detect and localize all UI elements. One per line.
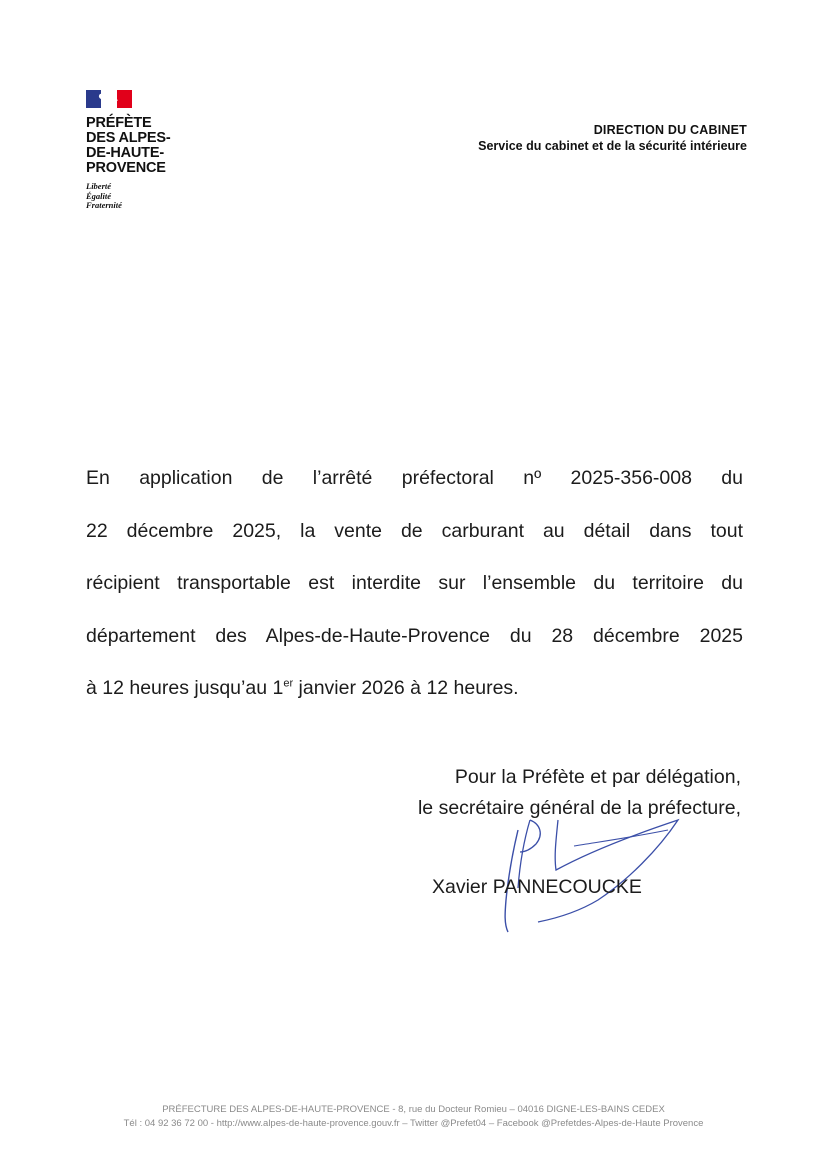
delegation-line: Pour la Préfète et par délégation, xyxy=(454,766,741,788)
issuing-department xyxy=(478,122,747,154)
prefecture-logo xyxy=(86,90,196,211)
republic-motto xyxy=(86,182,196,211)
logo-title-line: DE-HAUTE- xyxy=(86,145,164,161)
marianne-profile-icon xyxy=(92,92,122,106)
logo-title-line: PRÉFÈTE xyxy=(86,115,152,131)
motto-line: Égalité xyxy=(86,190,112,201)
paragraph-text: à 12 heures jusqu’au 1 xyxy=(86,677,284,699)
main-paragraph xyxy=(86,452,743,715)
logo-title xyxy=(86,116,196,176)
service-title: Service du cabinet et de la sécurité intérieure xyxy=(478,139,747,153)
paragraph-line xyxy=(86,662,743,715)
marianne-flag-icon xyxy=(86,90,132,108)
ordinal-superscript: er xyxy=(283,677,294,690)
paragraph-text: janvier 2026 à 12 heures. xyxy=(293,677,519,699)
direction-title: DIRECTION DU CABINET xyxy=(593,123,747,137)
page-footer xyxy=(0,1103,827,1131)
handwritten-signature-icon xyxy=(478,800,698,940)
footer-address: PRÉFECTURE DES ALPES-DE-HAUTE-PROVENCE - 8, rue du Docteur Romieu – 04016 DIGNE-LES-BAINS CEDEX xyxy=(162,1104,665,1115)
footer-contact: Tél : 04 92 36 72 00 - http://www.alpes-de-haute-provence.gouv.fr – Twitter @Prefet04 – Facebook @Prefetdes-Alpes-de-Haute Provence xyxy=(123,1118,704,1129)
paragraph-line: En application de l’arrêté préfectoral nº 2025-356-008 du xyxy=(86,467,743,489)
signer-name: Xavier PANNECOUCKE xyxy=(432,876,642,898)
paragraph-line: récipient transportable est interdite sur l’ensemble du territoire du xyxy=(86,572,743,594)
paragraph-line: 22 décembre 2025, la vente de carburant au détail dans tout xyxy=(86,519,743,542)
motto-line: Liberté xyxy=(86,181,112,191)
logo-title-line: PROVENCE xyxy=(86,160,166,176)
paragraph-line: département des Alpes-de-Haute-Provence du 28 décembre 2025 xyxy=(86,624,743,647)
motto-line: Fraternité xyxy=(86,200,122,210)
signer-title: le secrétaire général de la préfecture, xyxy=(417,797,741,819)
logo-title-line: DES ALPES- xyxy=(86,130,171,146)
